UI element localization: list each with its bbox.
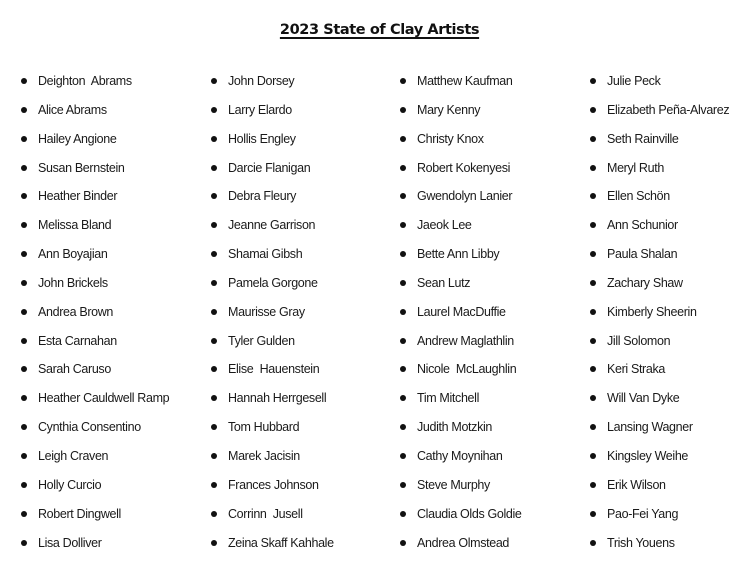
artist-name: Shamai Gibsh bbox=[228, 247, 303, 262]
artist-list-item bbox=[589, 477, 741, 506]
artist-list-item bbox=[20, 535, 200, 564]
bullet-icon bbox=[211, 338, 217, 344]
artist-list-item bbox=[20, 304, 200, 333]
artist-list-item bbox=[589, 188, 741, 217]
artist-list-item bbox=[20, 131, 200, 160]
bullet-icon bbox=[400, 193, 406, 199]
bullet-icon bbox=[590, 251, 596, 257]
artist-name: Melissa Bland bbox=[38, 218, 112, 233]
artist-list-item bbox=[210, 333, 390, 362]
artist-list-item bbox=[399, 333, 579, 362]
artist-list-item bbox=[589, 506, 741, 535]
bullet-icon bbox=[400, 482, 406, 488]
bullet-icon bbox=[211, 540, 217, 546]
bullet-icon bbox=[590, 511, 596, 517]
bullet-icon bbox=[21, 511, 27, 517]
artist-list-item bbox=[20, 506, 200, 535]
artist-list-item bbox=[20, 448, 200, 477]
bullet-icon bbox=[211, 511, 217, 517]
artist-list-item bbox=[589, 73, 741, 102]
artist-name: John Dorsey bbox=[228, 74, 295, 88]
artist-list-item bbox=[589, 333, 741, 362]
artist-list-item bbox=[210, 477, 390, 506]
artist-list-item bbox=[589, 304, 741, 333]
bullet-icon bbox=[400, 309, 406, 315]
artist-name: Corrinn Jusell bbox=[228, 506, 303, 521]
artist-name: Frances Johnson bbox=[228, 477, 319, 492]
artist-column-4 bbox=[589, 73, 741, 563]
artist-name: Nicole McLaughlin bbox=[417, 362, 517, 377]
artist-name: Robert Dingwell bbox=[38, 506, 121, 521]
artist-name: Tyler Gulden bbox=[228, 333, 295, 348]
bullet-icon bbox=[211, 136, 217, 142]
artist-list-item bbox=[589, 102, 741, 131]
artist-name: Hailey Angione bbox=[38, 131, 117, 146]
artist-name: Jill Solomon bbox=[607, 333, 671, 348]
artist-name: Ann Schunior bbox=[607, 218, 678, 233]
bullet-icon bbox=[590, 395, 596, 401]
bullet-icon bbox=[590, 338, 596, 344]
artist-name: Andrew Maglathlin bbox=[417, 333, 514, 348]
bullet-icon bbox=[400, 511, 406, 517]
artist-name: Sean Lutz bbox=[417, 275, 471, 290]
artist-name: Jaeok Lee bbox=[417, 218, 472, 233]
artist-name: Ellen Schön bbox=[607, 189, 670, 204]
artist-name: Zachary Shaw bbox=[607, 275, 683, 290]
bullet-icon bbox=[21, 165, 27, 171]
bullet-icon bbox=[21, 251, 27, 257]
artist-list-item bbox=[210, 188, 390, 217]
artist-name: Kingsley Weihe bbox=[607, 448, 689, 463]
artist-list-item bbox=[210, 73, 390, 102]
artist-list-item bbox=[210, 419, 390, 448]
artist-name: Gwendolyn Lanier bbox=[417, 189, 513, 204]
artist-list-item bbox=[20, 361, 200, 390]
artist-name: Laurel MacDuffie bbox=[417, 304, 506, 319]
bullet-icon bbox=[400, 165, 406, 171]
artist-list-item bbox=[20, 160, 200, 189]
bullet-icon bbox=[21, 280, 27, 286]
artist-list-item bbox=[20, 102, 200, 131]
artist-list-item bbox=[20, 73, 200, 102]
bullet-icon bbox=[400, 78, 406, 84]
bullet-icon bbox=[590, 540, 596, 546]
bullet-icon bbox=[211, 280, 217, 286]
bullet-icon bbox=[21, 540, 27, 546]
artist-name: Andrea Olmstead bbox=[417, 535, 510, 550]
bullet-icon bbox=[590, 222, 596, 228]
artist-list-item bbox=[210, 304, 390, 333]
bullet-icon bbox=[400, 540, 406, 546]
artist-list-item bbox=[20, 217, 200, 246]
artist-list-item bbox=[210, 535, 390, 564]
artist-list-item bbox=[210, 390, 390, 419]
artist-name: Julie Peck bbox=[607, 74, 661, 88]
artist-column-3 bbox=[399, 73, 579, 563]
artist-name: Zeina Skaff Kahhale bbox=[228, 535, 334, 550]
artist-name: Marek Jacisin bbox=[228, 448, 300, 463]
bullet-icon bbox=[400, 366, 406, 372]
bullet-icon bbox=[211, 366, 217, 372]
artist-name: Leigh Craven bbox=[38, 448, 109, 463]
artist-name: Mary Kenny bbox=[417, 102, 481, 117]
bullet-icon bbox=[211, 222, 217, 228]
artist-name: Heather Binder bbox=[38, 189, 118, 204]
artist-list-item bbox=[399, 390, 579, 419]
artist-list-item bbox=[210, 448, 390, 477]
bullet-icon bbox=[590, 107, 596, 113]
artist-name: Alice Abrams bbox=[38, 102, 107, 117]
bullet-icon bbox=[590, 309, 596, 315]
bullet-icon bbox=[400, 136, 406, 142]
artist-name: Pao-Fei Yang bbox=[607, 506, 679, 521]
artist-list-item bbox=[210, 246, 390, 275]
artist-column-1 bbox=[20, 73, 200, 563]
artist-list-item bbox=[210, 131, 390, 160]
artist-name: Trish Youens bbox=[607, 535, 675, 550]
artist-name: Sarah Caruso bbox=[38, 362, 111, 377]
artist-list-item bbox=[589, 390, 741, 419]
bullet-icon bbox=[21, 309, 27, 315]
artist-name: Ann Boyajian bbox=[38, 247, 108, 262]
artist-name: Elise Hauenstein bbox=[228, 362, 320, 377]
artist-list-item bbox=[20, 333, 200, 362]
bullet-icon bbox=[211, 309, 217, 315]
artist-list-item bbox=[210, 506, 390, 535]
bullet-icon bbox=[590, 193, 596, 199]
artist-list-item bbox=[20, 275, 200, 304]
artist-name: Heather Cauldwell Ramp bbox=[38, 391, 170, 406]
artist-name: Debra Fleury bbox=[228, 189, 297, 204]
bullet-icon bbox=[21, 136, 27, 142]
artist-name: Holly Curcio bbox=[38, 477, 102, 492]
artist-name: Lisa Dolliver bbox=[38, 535, 102, 550]
artist-name: Darcie Flanigan bbox=[228, 160, 311, 175]
artist-name: Pamela Gorgone bbox=[228, 275, 318, 290]
bullet-icon bbox=[400, 338, 406, 344]
artist-name: Robert Kokenyesi bbox=[417, 160, 511, 175]
artist-list-item bbox=[399, 131, 579, 160]
bullet-icon bbox=[211, 482, 217, 488]
artist-list-item bbox=[399, 304, 579, 333]
bullet-icon bbox=[21, 222, 27, 228]
bullet-icon bbox=[590, 366, 596, 372]
artist-name: Seth Rainville bbox=[607, 131, 679, 146]
artist-name: Matthew Kaufman bbox=[417, 74, 513, 88]
artist-list-item bbox=[210, 361, 390, 390]
bullet-icon bbox=[590, 136, 596, 142]
bullet-icon bbox=[211, 453, 217, 459]
artist-name: Elizabeth Peña-Alvarez bbox=[607, 102, 730, 117]
artist-name: Susan Bernstein bbox=[38, 160, 125, 175]
artist-list-item bbox=[399, 188, 579, 217]
bullet-icon bbox=[21, 395, 27, 401]
artist-list-item bbox=[399, 448, 579, 477]
bullet-icon bbox=[211, 107, 217, 113]
artist-list-item bbox=[399, 419, 579, 448]
artist-list-item bbox=[210, 217, 390, 246]
artist-name: Meryl Ruth bbox=[607, 160, 664, 175]
artist-name: Bette Ann Libby bbox=[417, 247, 500, 262]
artist-list-item bbox=[589, 131, 741, 160]
bullet-icon bbox=[211, 424, 217, 430]
artist-list-item bbox=[20, 419, 200, 448]
artist-list-item bbox=[20, 188, 200, 217]
artist-list-item bbox=[589, 535, 741, 564]
artist-list-item bbox=[210, 102, 390, 131]
bullet-icon bbox=[211, 251, 217, 257]
bullet-icon bbox=[21, 424, 27, 430]
artist-name: Deighton Abrams bbox=[38, 74, 132, 88]
artist-list-item bbox=[399, 535, 579, 564]
artist-name: Maurisse Gray bbox=[228, 304, 305, 319]
bullet-icon bbox=[400, 395, 406, 401]
artist-name: Christy Knox bbox=[417, 131, 484, 146]
artist-list-item bbox=[210, 160, 390, 189]
artist-name: Hannah Herrgesell bbox=[228, 391, 327, 406]
artist-list-item bbox=[399, 275, 579, 304]
artist-list-item bbox=[399, 73, 579, 102]
artist-name: Kimberly Sheerin bbox=[607, 304, 697, 319]
bullet-icon bbox=[400, 453, 406, 459]
artist-name: Hollis Engley bbox=[228, 131, 296, 146]
bullet-icon bbox=[21, 193, 27, 199]
bullet-icon bbox=[590, 424, 596, 430]
bullet-icon bbox=[400, 280, 406, 286]
artist-list-item bbox=[399, 477, 579, 506]
bullet-icon bbox=[590, 482, 596, 488]
artist-name: Jeanne Garrison bbox=[228, 218, 316, 233]
bullet-icon bbox=[590, 78, 596, 84]
artist-name: Cynthia Consentino bbox=[38, 420, 141, 435]
artist-list-item bbox=[20, 477, 200, 506]
artist-list-item bbox=[210, 275, 390, 304]
bullet-icon bbox=[21, 482, 27, 488]
artist-name: Larry Elardo bbox=[228, 102, 292, 117]
artist-name: Claudia Olds Goldie bbox=[417, 506, 522, 521]
bullet-icon bbox=[400, 424, 406, 430]
artist-list-item bbox=[589, 448, 741, 477]
artist-list-item bbox=[399, 246, 579, 275]
bullet-icon bbox=[590, 280, 596, 286]
bullet-icon bbox=[400, 251, 406, 257]
bullet-icon bbox=[21, 453, 27, 459]
artist-name: Lansing Wagner bbox=[607, 420, 693, 435]
artist-list-item bbox=[399, 217, 579, 246]
artist-name: Erik Wilson bbox=[607, 477, 666, 492]
artist-name: Cathy Moynihan bbox=[417, 448, 503, 463]
bullet-icon bbox=[21, 338, 27, 344]
bullet-icon bbox=[211, 395, 217, 401]
artist-name: Andrea Brown bbox=[38, 304, 114, 319]
bullet-icon bbox=[400, 107, 406, 113]
artist-list-item bbox=[399, 506, 579, 535]
page-title: 2023 State of Clay Artists bbox=[279, 22, 480, 38]
bullet-icon bbox=[590, 165, 596, 171]
bullet-icon bbox=[211, 165, 217, 171]
artist-list-item bbox=[589, 246, 741, 275]
artist-name: Tim Mitchell bbox=[417, 391, 480, 406]
artist-name: Keri Straka bbox=[607, 362, 665, 377]
artist-name: John Brickels bbox=[38, 275, 108, 290]
artist-list-item bbox=[589, 361, 741, 390]
artist-name: Judith Motzkin bbox=[417, 420, 492, 435]
artist-name: Will Van Dyke bbox=[607, 391, 680, 406]
artist-list-item bbox=[399, 160, 579, 189]
bullet-icon bbox=[211, 78, 217, 84]
artist-name: Esta Carnahan bbox=[38, 333, 117, 348]
artist-list-item bbox=[589, 217, 741, 246]
artist-list-item bbox=[589, 160, 741, 189]
artist-name: Paula Shalan bbox=[607, 247, 678, 262]
artist-list-item bbox=[399, 102, 579, 131]
bullet-icon bbox=[21, 78, 27, 84]
artist-list-item bbox=[20, 246, 200, 275]
artist-list-item bbox=[589, 419, 741, 448]
bullet-icon bbox=[400, 222, 406, 228]
artist-list-item bbox=[399, 361, 579, 390]
artist-list-item bbox=[20, 390, 200, 419]
bullet-icon bbox=[211, 193, 217, 199]
artist-list-item bbox=[589, 275, 741, 304]
artist-column-2 bbox=[210, 73, 390, 563]
artist-name: Tom Hubbard bbox=[228, 420, 300, 435]
bullet-icon bbox=[21, 107, 27, 113]
artist-name: Steve Murphy bbox=[417, 477, 490, 492]
bullet-icon bbox=[590, 453, 596, 459]
bullet-icon bbox=[21, 366, 27, 372]
